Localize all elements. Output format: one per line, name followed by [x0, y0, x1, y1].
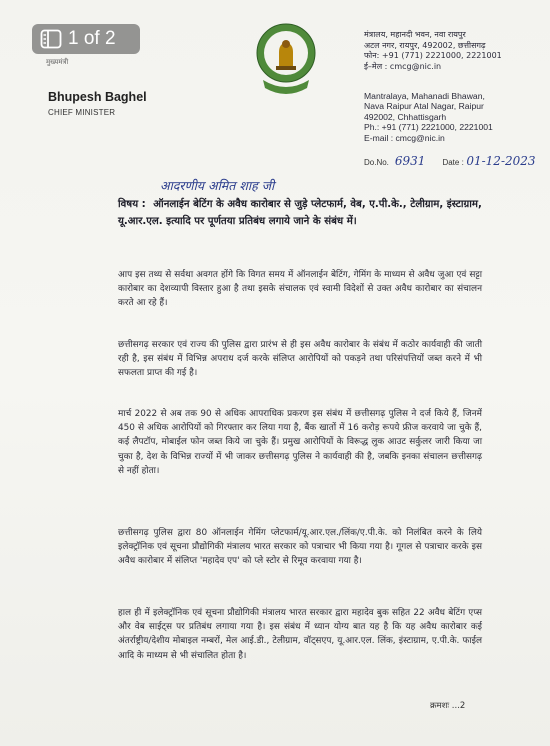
do-no-value: 6931 — [394, 154, 426, 168]
english-address — [364, 91, 493, 143]
subject-text: ऑनलाईन बेटिंग के अवैध कारोबार से जुड़े प्लेटफार्म, वेब, ए.पी.के., टेलीग्राम, इंस्टाग्राम, यू.आर.एल. इत्यादि पर पूर्णतया प्रतिबंध लगाये जाने के संबंध में। — [118, 199, 482, 227]
address-line: मंत्रालय, महानदी भवन, नवा रायपुर — [364, 30, 466, 39]
page-indicator-badge[interactable] — [32, 24, 140, 54]
emblem-icon — [255, 22, 317, 100]
sender-name: Bhupesh Baghel — [48, 90, 147, 104]
address-line: फोन: +91 (771) 2221000, 2221001 — [364, 51, 502, 61]
top-cut-text: मुख्यमंत्री — [46, 58, 69, 66]
continued-marker: क्रमशः ...2 — [430, 701, 466, 711]
do-no-label: Do.No. — [364, 158, 389, 167]
address-line: Ph.: +91 (771) 2221000, 2221001 — [364, 122, 493, 133]
date-label: Date : — [442, 158, 464, 167]
paragraph: छत्तीसगढ़ सरकार एवं राज्य की पुलिस द्वारा प्रारंभ से ही इस अवैध कारोबार के संबंध में कठोर कार्यवाही की जाती रही है, इस संबंध में विभिन्न अपराध दर्ज करके संलिप्त आरोपियों को पकड़ने तथा परिसंपत्तियों जब्त करने में भी सफलता प्राप्त की गई है। — [118, 340, 482, 379]
subject-block — [118, 196, 510, 230]
address-line: E-mail : cmcg@nic.in — [364, 132, 445, 143]
paragraph: हाल ही में इलेक्ट्रॉनिक एवं सूचना प्रौद्योगिकी मंत्रालय भारत सरकार द्वारा महादेव बुक सहित 22 अवैध बेटिंग एप्स और वेब साईट्स पर प्रतिबंध लगाया गया है। इस संबंध में ध्यान योग्य बात यह है कि यह अवैध कारोबार कई अंतर्राष्ट्रीय/देशीय मोबाइल नम्बरों, मेल आई.डी., टेलीग्राम, वॉट्सएप, यू.आर.एल. लिंक, इंस्टाग्राम, ए.पी.के. फाईल आदि के माध्यम से भी संचालित होता है। — [118, 608, 482, 661]
page-indicator-text: 1 of 2 — [68, 28, 116, 49]
address-line: Mantralaya, Mahanadi Bhawan, — [364, 91, 485, 101]
address-line: Nava Raipur Atal Nagar, Raipur — [364, 101, 484, 112]
sidebar-icon — [40, 29, 62, 49]
paragraph: आप इस तथ्य से सर्वथा अवगत होंगे कि विगत समय में ऑनलाईन बेटिंग, गेमिंग के माध्यम से अवैध जुआ एवं सट्टा कारोबार का देशव्यापी विस्तार हुआ है तथा इसके संचालक एवं स्वामी विदेशों से उक्त अवैध कारोबार का संचालन करते आ रहे हैं। — [118, 270, 482, 309]
hindi-address — [364, 30, 502, 72]
address-line: ई–मेल : cmcg@nic.in — [364, 61, 442, 71]
address-line: अटल नगर, रायपुर, 492002, छत्तीसगढ़ — [364, 40, 486, 50]
handwritten-salutation: आदरणीय अमित शाह जी — [160, 178, 275, 193]
date-value: 01-12-2023 — [466, 154, 536, 168]
paragraph: मार्च 2022 से अब तक 90 से अधिक आपराधिक प्रकरण इस संबंध में छत्तीसगढ़ पुलिस ने दर्ज किये हैं, जिनमें 450 से अधिक आरोपियों को गिरफ्तार कर लिया गया है, बैंक खातों में 16 करोड़ रूपये फ्रीज करवाये जा चुके हैं, कई लैपटॉप, मोबाईल फोन जब्त किये जा चुके हैं। प्रमुख आरोपियों के विरूद्ध लुक आउट सर्कुलर जारी किया जा चुका है, देश के विभिन्न राज्यों में भी जाकर छत्तीसगढ़ पुलिस ने कार्यवाही की है, जबकि इनका संचालन छत्तीसगढ़ से नहीं होता। — [118, 409, 482, 476]
address-line: 492002, Chhattisgarh — [364, 111, 447, 122]
paragraph: छत्तीसगढ़ पुलिस द्वारा 80 ऑनलाईन गेमिंग प्लेटफार्म/यू.आर.एल./लिंक/ए.पी.के. को निलंबित करने के लिये इलेक्ट्रॉनिक एवं सूचना प्रौद्योगिकी मंत्रालय भारत सरकार को पत्राचार भी किया गया है। गूगल से पत्राचार करके इस अवैध कारोबार में संलिप्त 'महादेव एप' को प्ले स्टोर से रिमूव करवाया गया है। — [118, 528, 482, 567]
sender-title: CHIEF MINISTER — [48, 108, 116, 117]
subject-label: विषय : — [118, 199, 146, 210]
document-number-row — [364, 154, 536, 168]
